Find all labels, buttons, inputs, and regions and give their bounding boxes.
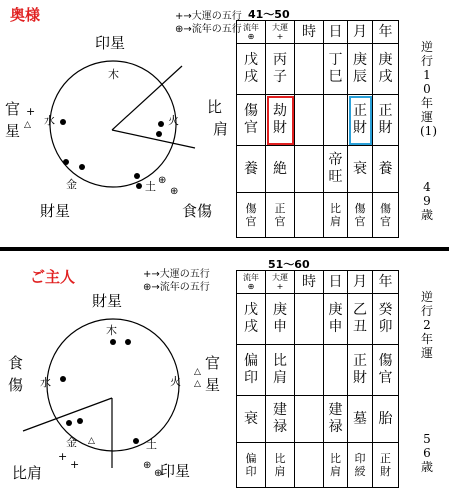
wedge-line-top-1 [112, 66, 182, 130]
tsuhen-cell [324, 345, 348, 396]
element-metal-bottom: 金 [66, 436, 77, 449]
dot-wood-b-2 [125, 339, 131, 345]
dot-water-b-1 [60, 376, 66, 382]
tsuhen-cell [295, 95, 324, 146]
header-day: 日 [324, 21, 348, 44]
pillar-cell: 乙 丑 [348, 294, 373, 345]
dot-fire-2 [156, 131, 162, 137]
twelve-cell: 衰 [237, 396, 266, 443]
dot-earth-2 [136, 183, 142, 189]
oplus-earth-top-2: ⊕ [170, 186, 179, 197]
label-kan-bottom: 官 [205, 354, 221, 372]
plus-hiken-b-2: + [70, 458, 80, 471]
label-shoku-bottom: 食 [8, 354, 24, 372]
label-hiken-top-1: 比 [207, 98, 223, 116]
label-inseki-bottom: 印星 [160, 462, 191, 480]
zoukan-cell: 正財 [373, 443, 399, 488]
dot-metal-1 [63, 159, 69, 165]
oplus-earth-top: ⊕ [158, 175, 167, 186]
table-row [237, 396, 399, 443]
table-row [237, 44, 399, 95]
tsuhen-cell [324, 95, 348, 146]
header-ryunen: 流年 ⊕ [237, 21, 266, 44]
twelve-cell: 墓 [348, 396, 373, 443]
wife-title: 奥様 [10, 6, 41, 24]
daiun-side-text-top: 逆行10年運(1) [420, 40, 437, 138]
zoukan-cell: 印綬 [348, 443, 373, 488]
tsuhen-cell: 傷官 [373, 345, 399, 396]
pillar-cell: 庚 戌 [373, 44, 399, 95]
table-row [237, 443, 399, 488]
pillar-cell: 庚 申 [266, 294, 295, 345]
pillars-table-top [236, 20, 399, 238]
label-shokushou-top: 食傷 [182, 202, 213, 220]
element-earth-bottom: 土 [146, 438, 157, 451]
element-fire-bottom: 火 [170, 375, 181, 388]
dot-water-1 [60, 119, 66, 125]
dot-metal-2 [79, 164, 85, 170]
husband-title: ご主人 [30, 268, 76, 286]
age-top: 49歳 [420, 180, 433, 222]
header-hour: 時 [295, 21, 324, 44]
tsuhen-cell: 傷官 [237, 95, 266, 146]
element-water-top: 水 [44, 114, 55, 127]
label-kan-top: 官 [5, 100, 21, 118]
legend-ryunen-line: ⊕→流年の五行 [175, 24, 242, 35]
plus-hiken-b-1: + [58, 450, 68, 463]
age-range-bottom: 51～60 [268, 258, 310, 271]
header-year: 年 [373, 271, 399, 294]
header-day: 日 [324, 271, 348, 294]
label-zaisei-bottom: 財星 [92, 292, 123, 310]
table-row [237, 271, 399, 294]
zoukan-cell: 偏印 [237, 443, 266, 488]
table-row [237, 146, 399, 193]
zoukan-cell: 比肩 [266, 443, 295, 488]
triangle-kansei-b-2: △ [194, 379, 201, 389]
five-element-circle-bottom [47, 319, 179, 451]
twelve-cell: 帝旺 [324, 146, 348, 193]
pillar-cell: 癸 卯 [373, 294, 399, 345]
element-earth-top: 土 [145, 180, 156, 193]
pillar-cell: 戊 戌 [237, 44, 266, 95]
label-hiken-bottom: 比肩 [12, 464, 43, 482]
twelve-cell: 養 [237, 146, 266, 193]
table-row [237, 21, 399, 44]
header-daiun: 大運 + [266, 21, 295, 44]
twelve-cell: 養 [373, 146, 399, 193]
dot-metal-b-1 [66, 420, 72, 426]
tsuhen-cell [295, 345, 324, 396]
dot-earth-b-1 [133, 438, 139, 444]
pillar-cell [295, 44, 324, 95]
element-fire-top: 火 [168, 114, 179, 127]
header-month: 月 [348, 21, 373, 44]
pillar-cell: 庚 申 [324, 294, 348, 345]
pillar-cell: 庚 辰 [348, 44, 373, 95]
pillar-cell: 丁 巳 [324, 44, 348, 95]
zoukan-cell: 傷官 [348, 193, 373, 238]
header-daiun: 大運 + [266, 271, 295, 294]
zoukan-cell: 傷官 [373, 193, 399, 238]
twelve-cell [295, 146, 324, 193]
zoukan-cell: 傷官 [237, 193, 266, 238]
element-water-bottom: 水 [40, 376, 51, 389]
element-metal-top: 金 [66, 178, 77, 191]
table-row [237, 294, 399, 345]
dot-fire-1 [158, 121, 164, 127]
daiun-side-text-bottom: 逆行2年運 [420, 290, 433, 360]
age-bottom: 56歳 [420, 432, 433, 474]
tsuhen-cell-highlight-blue: 正財 [348, 95, 373, 146]
dot-earth-1 [134, 173, 140, 179]
label-zaisei-top: 財星 [40, 202, 71, 220]
zoukan-cell: 正官 [266, 193, 295, 238]
tsuhen-cell: 偏印 [237, 345, 266, 396]
triangle-metal-b: △ [88, 436, 95, 446]
age-range-top: 41～50 [248, 8, 290, 21]
twelve-cell [295, 396, 324, 443]
header-year: 年 [373, 21, 399, 44]
twelve-cell: 絶 [266, 146, 295, 193]
five-element-circle-top [50, 61, 176, 187]
element-wood-top: 木 [108, 68, 119, 81]
twelve-cell: 建禄 [266, 396, 295, 443]
zoukan-cell: 比肩 [324, 193, 348, 238]
header-month: 月 [348, 271, 373, 294]
plus-kansei-top: + [26, 105, 36, 118]
wedge-line-bottom-1 [23, 398, 112, 431]
pillar-cell [295, 294, 324, 345]
label-hiken-top-2: 肩 [213, 120, 229, 138]
zoukan-cell [295, 193, 324, 238]
tsuhen-cell-highlight-red: 劫財 [266, 95, 295, 146]
header-ryunen: 流年 ⊕ [237, 271, 266, 294]
twelve-cell: 衰 [348, 146, 373, 193]
zoukan-cell: 比肩 [324, 443, 348, 488]
pillar-cell: 丙 子 [266, 44, 295, 95]
dot-wood-b-1 [110, 339, 116, 345]
legend-daiun-line: +→大運の五行 [175, 11, 242, 22]
triangle-kansei-top: △ [24, 120, 31, 130]
tsuhen-cell: 正財 [373, 95, 399, 146]
wedge-line-top-2 [112, 130, 195, 148]
dot-metal-b-2 [77, 418, 83, 424]
tsuhen-cell: 比肩 [266, 345, 295, 396]
pillars-table-bottom [236, 270, 399, 488]
twelve-cell: 胎 [373, 396, 399, 443]
legend-daiun-line: +→大運の五行 [143, 269, 210, 280]
label-inseki-top: 印星 [95, 34, 126, 52]
triangle-kansei-b-1: △ [194, 367, 201, 377]
table-row [237, 193, 399, 238]
label-sei-top: 星 [5, 122, 21, 140]
oplus-inseki-b-1: ⊕ [143, 460, 152, 471]
oplus-inseki-b-2: ⊕ [154, 468, 163, 479]
twelve-cell: 建禄 [324, 396, 348, 443]
pillar-cell: 戊 戌 [237, 294, 266, 345]
legend-ryunen-line: ⊕→流年の五行 [143, 282, 210, 293]
table-row [237, 95, 399, 146]
zoukan-cell [295, 443, 324, 488]
table-row [237, 345, 399, 396]
tsuhen-cell: 正財 [348, 345, 373, 396]
label-shou-bottom: 傷 [8, 376, 24, 394]
label-sei-bottom: 星 [205, 376, 221, 394]
element-wood-bottom: 木 [106, 324, 117, 337]
header-hour: 時 [295, 271, 324, 294]
